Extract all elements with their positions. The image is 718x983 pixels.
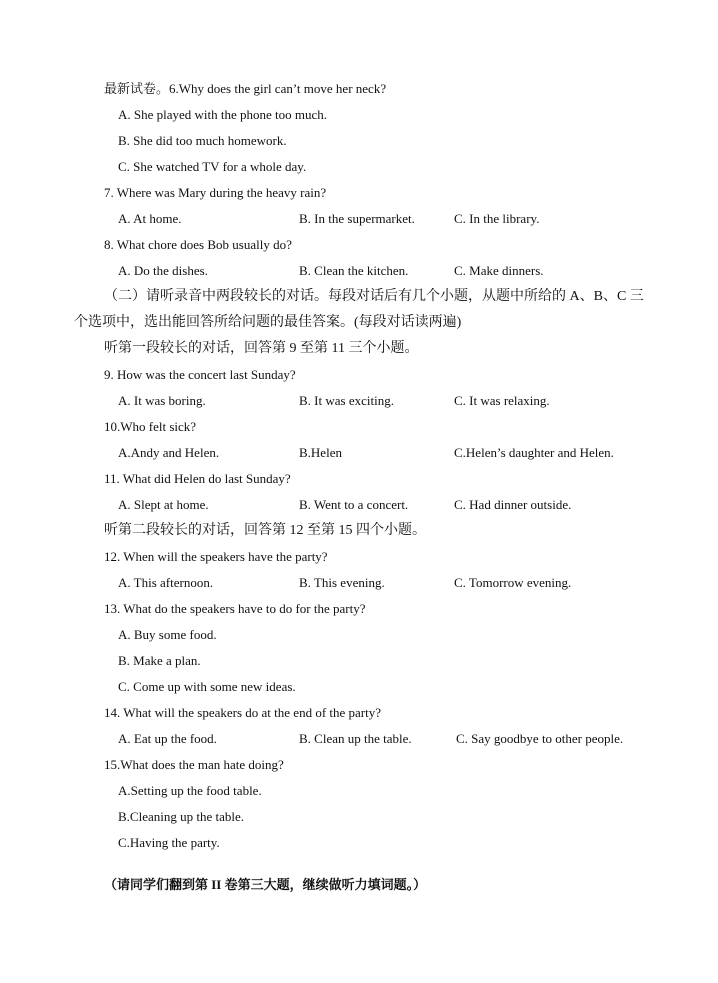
option-13b: B. Make a plan. xyxy=(118,653,201,668)
option-12b: B. This evening. xyxy=(299,575,385,590)
option-14c: C. Say goodbye to other people. xyxy=(456,731,624,746)
option-11a: A. Slept at home. xyxy=(118,497,209,512)
option-8b: B. Clean the kitchen. xyxy=(299,263,409,278)
option-12c: C. Tomorrow evening. xyxy=(454,575,572,590)
option-13a: A. Buy some food. xyxy=(118,627,217,642)
option-13c: C. Come up with some new ideas. xyxy=(118,679,296,694)
question-12: 12. When will the speakers have the party? xyxy=(104,549,328,564)
question-6-prefix: 最新试卷。 xyxy=(104,81,170,96)
option-7c: C. In the library. xyxy=(454,211,540,226)
dialog-1-intro: 听第一段较长的对话，回答第 9 至第 11 三个小题。 xyxy=(104,341,419,356)
option-7b: B. In the supermarket. xyxy=(299,211,415,226)
question-8: 8. What chore does Bob usually do? xyxy=(104,237,292,252)
question-6 xyxy=(104,81,386,97)
question-11: 11. What did Helen do last Sunday? xyxy=(104,471,291,486)
option-10b: B.Helen xyxy=(299,445,342,460)
option-8c: C. Make dinners. xyxy=(454,263,544,278)
question-10: 10.Who felt sick? xyxy=(104,419,197,434)
dialog-2-intro: 听第二段较长的对话，回答第 12 至第 15 四个小题。 xyxy=(104,523,426,538)
option-6a: A. She played with the phone too much. xyxy=(118,107,328,122)
question-13: 13. What do the speakers have to do for the party? xyxy=(104,601,366,616)
option-6c: C. She watched TV for a whole day. xyxy=(118,159,307,174)
option-9b: B. It was exciting. xyxy=(299,393,394,408)
option-10c: C.Helen’s daughter and Helen. xyxy=(454,445,614,460)
section-2-instructions-line2: 个选项中，选出能回答所给问题的最佳答案。(每段对话读两遍) xyxy=(74,315,462,330)
option-14b: B. Clean up the table. xyxy=(299,731,412,746)
option-6b: B. She did too much homework. xyxy=(118,133,287,148)
option-11c: C. Had dinner outside. xyxy=(454,497,572,512)
option-15c: C.Having the party. xyxy=(118,835,220,850)
option-12a: A. This afternoon. xyxy=(118,575,214,590)
question-6-text: 6.Why does the girl can’t move her neck? xyxy=(169,81,387,96)
option-9a: A. It was boring. xyxy=(118,393,206,408)
option-8a: A. Do the dishes. xyxy=(118,263,208,278)
option-14a: A. Eat up the food. xyxy=(118,731,217,746)
question-14: 14. What will the speakers do at the end of the party? xyxy=(104,705,382,720)
question-15: 15.What does the man hate doing? xyxy=(104,757,284,772)
footer-note: （请同学们翻到第 II 卷第三大题，继续做听力填词题。） xyxy=(104,877,427,892)
question-7: 7. Where was Mary during the heavy rain? xyxy=(104,185,327,200)
section-2-instructions-line1: （二）请听录音中两段较长的对话。每段对话后有几个小题，从题中所给的 A、B、C 三 xyxy=(104,289,644,304)
option-11b: B. Went to a concert. xyxy=(299,497,409,512)
option-9c: C. It was relaxing. xyxy=(454,393,550,408)
option-15a: A.Setting up the food table. xyxy=(118,783,262,798)
option-10a: A.Andy and Helen. xyxy=(118,445,220,460)
option-7a: A. At home. xyxy=(118,211,182,226)
question-9: 9. How was the concert last Sunday? xyxy=(104,367,296,382)
option-15b: B.Cleaning up the table. xyxy=(118,809,245,824)
